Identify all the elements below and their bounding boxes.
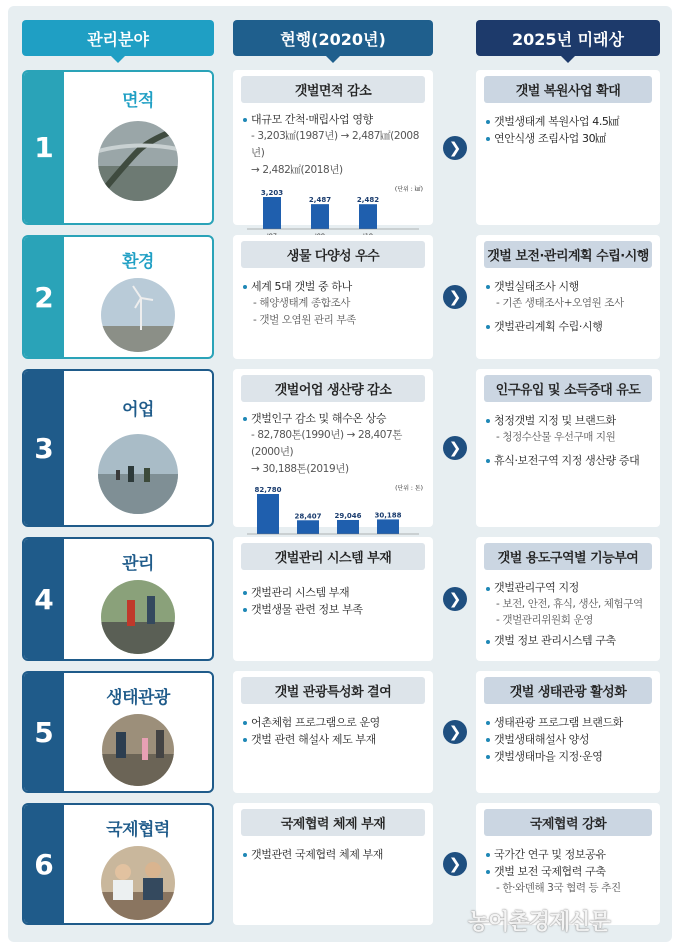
current-subitem: - 3,203㎢(1987년) → 2,487㎢(2008년) xyxy=(251,130,419,159)
future-title: 갯벌 보전·관리계획 수립·시행 xyxy=(484,241,652,268)
row-number: 1 xyxy=(24,72,64,223)
current-title: 갯벌면적 감소 xyxy=(241,76,425,103)
data-label: 2,482 xyxy=(356,196,380,205)
future-subitem: - 청정수산물 우선구매 지원 xyxy=(496,431,616,443)
future-item: 국가간 연구 및 정보공유 xyxy=(484,846,652,863)
row-number: 5 xyxy=(24,673,64,791)
data-label: 28,407 xyxy=(294,512,322,521)
row-number: 3 xyxy=(24,371,64,525)
arrow-icon: ❯ xyxy=(443,587,467,611)
header-future: 2025년 미래상 xyxy=(476,20,660,56)
chart-bar xyxy=(359,204,377,229)
data-label: 30,188 xyxy=(374,511,402,520)
current-subitem: - 해양생태계 종합조사 xyxy=(253,297,350,309)
data-label: 2,487 xyxy=(308,196,332,205)
current-item: 갯벌인구 감소 및 해수온 상승 xyxy=(241,410,425,427)
future-subitem: - 한·와덴해 3국 협력 등 추진 xyxy=(496,882,621,894)
row-number: 2 xyxy=(24,237,64,357)
current-card-international xyxy=(233,803,433,925)
category-name: 관리 xyxy=(122,554,154,574)
current-title: 갯벌 관광특성화 결여 xyxy=(241,677,425,704)
tidal-flat-photo xyxy=(98,121,178,201)
category-name: 어업 xyxy=(122,400,154,420)
arrow-icon: ❯ xyxy=(443,285,467,309)
future-card-ecotourism xyxy=(476,671,660,793)
future-title: 갯벌 복원사업 확대 xyxy=(484,76,652,103)
future-subitem: - 갯벌관리위원회 운영 xyxy=(496,614,593,626)
area-bar-chart xyxy=(241,183,425,241)
arrow-icon: ❯ xyxy=(443,720,467,744)
current-subitem: - 82,780톤(1990년) → 28,407톤(2000년) xyxy=(251,429,403,458)
chart-bar xyxy=(337,520,359,534)
future-subitem: - 보전, 안전, 휴식, 생산, 체험구역 xyxy=(496,598,643,610)
workers-photo xyxy=(101,580,175,654)
current-item: 갯벌관리 시스템 부재 xyxy=(241,584,425,601)
future-item: 연안식생 조림사업 30㎢ xyxy=(484,130,652,147)
current-card-ecotourism xyxy=(233,671,433,793)
current-title: 갯벌어업 생산량 감소 xyxy=(241,375,425,402)
category-name: 면적 xyxy=(122,91,154,111)
future-item: 갯벌생태계 복원사업 4.5㎢ xyxy=(484,113,652,130)
data-label: 3,203 xyxy=(260,189,284,197)
chart-bar xyxy=(263,197,281,229)
category-card-international xyxy=(22,803,214,925)
current-item: 대규모 간척·매립사업 영향 xyxy=(241,111,425,128)
future-item: 갯벌 정보 관리시스템 구축 xyxy=(484,633,652,649)
arrow-icon: ❯ xyxy=(443,852,467,876)
future-title: 갯벌 용도구역별 기능부여 xyxy=(484,543,652,570)
mudflat-fishing-photo xyxy=(98,434,178,514)
category-card-management xyxy=(22,537,214,661)
tourism-photo xyxy=(102,714,174,786)
future-item: 갯벌 보전 국제협력 구축 xyxy=(484,863,652,880)
current-item: 갯벌관련 국제협력 체제 부재 xyxy=(241,846,425,863)
current-card-fishery xyxy=(233,369,433,527)
current-title: 생물 다양성 우수 xyxy=(241,241,425,268)
meeting-photo xyxy=(101,846,175,920)
data-label: 29,046 xyxy=(334,511,362,520)
row-number: 6 xyxy=(24,805,64,923)
current-card-area xyxy=(233,70,433,225)
current-subitem: - 갯벌 오염원 관리 부족 xyxy=(253,314,356,326)
category-name: 국제협력 xyxy=(106,820,170,840)
category-card-fishery xyxy=(22,369,214,527)
category-card-environment xyxy=(22,235,214,359)
chart-bar xyxy=(311,204,329,229)
current-item: 어촌체험 프로그램으로 운영 xyxy=(241,714,425,731)
chart-unit: (단위 : 톤) xyxy=(395,485,423,492)
wind-turbine-photo xyxy=(101,278,175,352)
future-item: 갯벌생태해설사 양성 xyxy=(484,731,652,748)
current-card-management xyxy=(233,537,433,661)
arrow-icon: ❯ xyxy=(443,136,467,160)
publisher-watermark: 농어촌경제신문 xyxy=(468,910,610,935)
category-card-area xyxy=(22,70,214,225)
future-item: 청정갯벌 지정 및 브랜드화 xyxy=(484,412,652,429)
current-title: 갯벌관리 시스템 부재 xyxy=(241,543,425,570)
future-item: 갯벌관리계획 수립·시행 xyxy=(484,318,652,335)
current-subitem: → 2,482㎢(2018년) xyxy=(251,164,343,176)
current-subitem: → 30,188톤(2019년) xyxy=(251,463,349,475)
arrow-icon: ❯ xyxy=(443,436,467,460)
row-number: 4 xyxy=(24,539,64,659)
current-item: 세계 5대 갯벌 중 하나 xyxy=(241,278,425,295)
data-label: 82,780 xyxy=(254,486,282,494)
current-item: 갯벌 관련 해설사 제도 부재 xyxy=(241,731,425,748)
future-item: 갯벌생태마을 지정·운영 xyxy=(484,748,652,765)
future-item: 갯벌실태조사 시행 xyxy=(484,278,652,295)
future-item: 생태관광 프로그램 브랜드화 xyxy=(484,714,652,731)
category-name: 환경 xyxy=(122,252,154,272)
future-title: 갯벌 생태관광 활성화 xyxy=(484,677,652,704)
category-name: 생태관광 xyxy=(106,688,170,708)
chart-bar xyxy=(257,494,279,534)
future-item: 갯벌관리구역 지정 xyxy=(484,580,652,596)
category-card-ecotourism xyxy=(22,671,214,793)
future-title: 인구유입 및 소득증대 유도 xyxy=(484,375,652,402)
future-card-area xyxy=(476,70,660,225)
future-card-fishery xyxy=(476,369,660,527)
chart-bar xyxy=(297,520,319,534)
header-category: 관리분야 xyxy=(22,20,214,56)
current-title: 국제협력 체제 부재 xyxy=(241,809,425,836)
future-title: 국제협력 강화 xyxy=(484,809,652,836)
future-item: 휴식·보전구역 지정 생산량 증대 xyxy=(484,452,652,469)
future-subitem: - 기존 생태조사+오염원 조사 xyxy=(496,297,624,309)
chart-bar xyxy=(377,519,399,534)
chart-unit: (단위 : ㎢) xyxy=(394,186,423,193)
future-card-environment xyxy=(476,235,660,359)
future-card-management xyxy=(476,537,660,661)
current-item: 갯벌생물 관련 정보 부족 xyxy=(241,601,425,618)
current-card-environment xyxy=(233,235,433,359)
header-current: 현행(2020년) xyxy=(233,20,433,56)
